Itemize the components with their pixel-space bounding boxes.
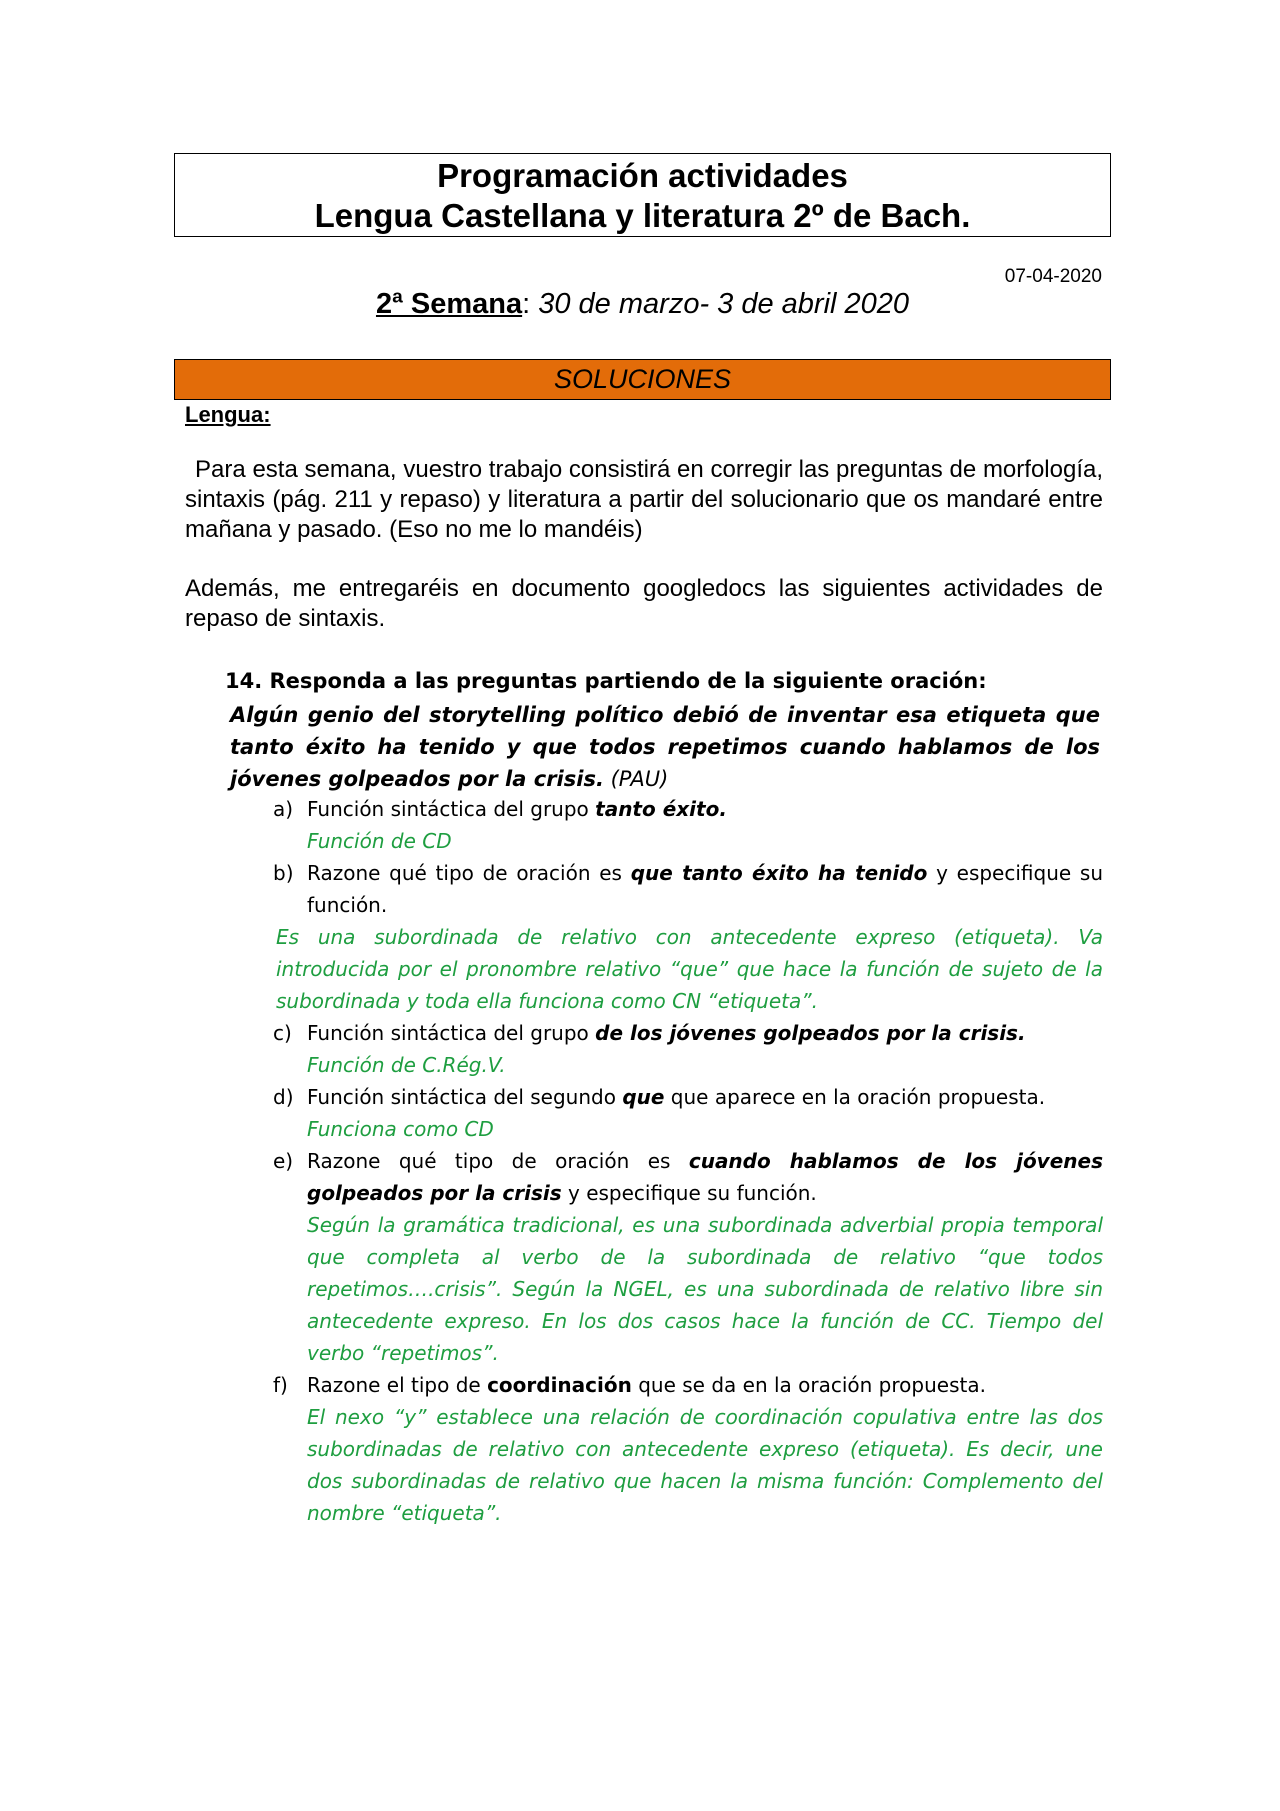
title-box <box>174 153 1111 237</box>
solutions-banner: SOLUCIONES <box>174 359 1111 400</box>
item-marker: a) <box>273 797 294 821</box>
item-b-answer: Es una subordinada de relativo con antecedente expreso (etiqueta). Va introducida por el pronombre relativo “que” que hace la función de sujeto de la subordinada y toda ella funciona como CN “etiqueta”. <box>276 925 1103 1013</box>
item-text: Razone qué tipo de oración es <box>307 1149 689 1173</box>
item-b <box>273 857 1103 921</box>
week-label: 2ª Semana <box>375 288 523 320</box>
sentence-text: Algún genio del storytelling político debió de inventar esa etiqueta que tanto éxito ha tenido y que todos repetimos cuando hablamos de los jóvenes golpeados por la crisis. <box>230 703 1100 791</box>
week-dates: 30 de marzo- 3 de abril 2020 <box>530 288 910 320</box>
item-text: Razone qué tipo de oración es <box>307 861 631 885</box>
item-answer: Según la gramática tradicional, es una subordinada adverbial propia temporal que completa al verbo de la subordinada de relativo “que todos repetimos….crisis”. Según la NGEL, es una subordinada de relativo libre sin antecedente expreso. En los dos casos hace la función de CC. Tiempo del verbo “repetimos”. <box>307 1213 1103 1365</box>
item-text: Función sintáctica del grupo <box>307 797 596 821</box>
item-answer: Funciona como CD <box>307 1117 494 1141</box>
item-text-2: que se da en la oración propuesta. <box>631 1373 986 1397</box>
item-text: Función sintáctica del segundo <box>307 1085 623 1109</box>
item-f <box>273 1369 1103 1529</box>
intro-paragraph-2: Además, me entregaréis en documento googledocs las siguientes actividades de repaso de sintaxis. <box>185 575 1103 632</box>
item-emphasis: tanto éxito. <box>595 797 727 821</box>
item-answer: Función de CD <box>307 829 452 853</box>
intro-paragraph-1: Para esta semana, vuestro trabajo consistirá en corregir las preguntas de morfología, sintaxis (pág. 211 y repaso) y literatura a partir del solucionario que os mandaré entre mañana y pasado. (Eso no me lo mandéis) <box>185 456 1103 543</box>
item-marker: c) <box>273 1021 292 1045</box>
item-text-2: y especifique su función. <box>561 1181 817 1205</box>
item-d <box>273 1081 1103 1145</box>
item-text-2: que aparece en la oración propuesta. <box>664 1085 1046 1109</box>
item-emphasis: de los jóvenes golpeados por la crisis. <box>595 1021 1026 1045</box>
item-text-2: y especifique su función. <box>307 861 1104 917</box>
question-heading: 14. Responda a las preguntas partiendo de la siguiente oración: <box>225 669 987 693</box>
item-text: Razone el tipo de <box>307 1373 488 1397</box>
item-text: Función sintáctica del grupo <box>307 1021 596 1045</box>
item-answer: Función de C.Rég.V. <box>307 1053 506 1077</box>
section-heading: Lengua: <box>185 402 271 427</box>
item-emphasis: que tanto éxito ha tenido <box>630 861 928 885</box>
title-line-2: Lengua Castellana y literatura 2º de Bach. <box>314 197 971 234</box>
item-emphasis: que <box>622 1085 665 1109</box>
document-date: 07-04-2020 <box>1004 266 1102 287</box>
item-a <box>273 793 1103 857</box>
item-marker: f) <box>273 1373 288 1397</box>
item-marker: b) <box>273 861 294 885</box>
item-answer: El nexo “y” establece una relación de coordinación copulativa entre las dos subordinadas de relativo con antecedente expreso (etiqueta). Es decir, une dos subordinadas de relativo que hacen la misma función: Complemento del nombre “etiqueta”. <box>307 1405 1103 1525</box>
item-emphasis: cuando hablamos de los jóvenes golpeados por la crisis <box>307 1149 1103 1205</box>
sentence-source: (PAU) <box>603 767 669 791</box>
item-marker: e) <box>273 1149 294 1173</box>
title-line-1: Programación actividades <box>437 157 848 194</box>
item-c <box>273 1017 1103 1081</box>
week-heading <box>174 288 1111 321</box>
item-emphasis: coordinación <box>487 1373 632 1397</box>
question-sentence <box>230 699 1100 795</box>
item-marker: d) <box>273 1085 294 1109</box>
item-e <box>273 1145 1103 1369</box>
week-colon: : <box>522 288 531 320</box>
